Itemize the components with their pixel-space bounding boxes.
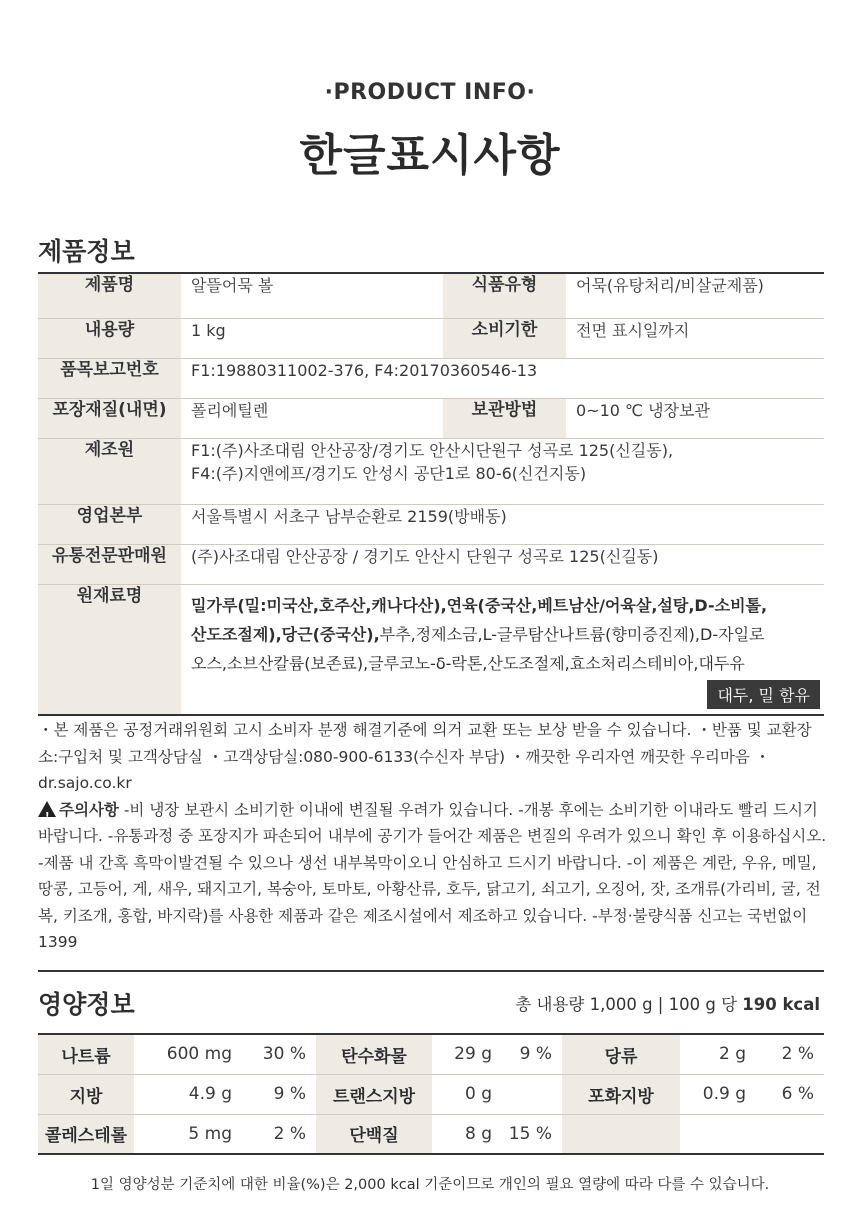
- nutrition-footnote: 1일 영양성분 기준치에 대한 비율(%)은 2,000 kcal 기준이므로 개인의 필요 열량에 따라 다를 수 있습니다.: [90, 1177, 770, 1193]
- product-info-table: [38, 272, 824, 716]
- product-section-title: 제품정보: [38, 237, 135, 266]
- label-ingredients: 원재료명: [38, 584, 181, 715]
- table-row: [38, 544, 824, 584]
- label-manufacturer: 제조원: [38, 438, 181, 504]
- value-packaging: 폴리에틸렌: [181, 398, 443, 438]
- value-report-number: F1:19880311002-376, F4:20170360546-13: [181, 358, 824, 398]
- value-manufacturer: [181, 438, 824, 504]
- label-product-name: 제품명: [38, 273, 181, 318]
- nutrient-percent: 15 %: [500, 1114, 562, 1154]
- table-row: [38, 1074, 824, 1114]
- warning-icon: !: [38, 801, 56, 817]
- table-row: [38, 1034, 824, 1074]
- section-divider: [38, 970, 824, 972]
- nutrient-value: 600 mg: [134, 1034, 240, 1074]
- nutrient-name: 트랜스지방: [316, 1074, 432, 1114]
- value-storage: 0~10 ℃ 냉장보관: [566, 398, 824, 438]
- nutrition-header: [38, 985, 824, 1021]
- ingredients-line-3: 오스,소브산칼륨(보존료),글루코노-δ-락톤,산도조절제,효소처리스테비아,대두유: [191, 653, 745, 673]
- table-row: [38, 504, 824, 544]
- nutrient-value: 5 mg: [134, 1114, 240, 1154]
- value-expiry: 전면 표시일까지: [566, 318, 824, 358]
- value-distributor: (주)사조대림 안산공장 / 경기도 안산시 단원구 성곡로 125(신길동): [181, 544, 824, 584]
- table-row: [38, 318, 824, 358]
- table-row: [38, 584, 824, 715]
- label-food-type: 식품유형: [443, 273, 566, 318]
- value-sales-hq: 서울특별시 서초구 남부순환로 2159(방배동): [181, 504, 824, 544]
- nutrient-value: 0.9 g: [680, 1074, 754, 1114]
- nutrient-percent: 30 %: [240, 1034, 316, 1074]
- nutrient-name-empty: [562, 1114, 680, 1154]
- notice-block: [38, 717, 828, 956]
- nutrient-value: 29 g: [432, 1034, 500, 1074]
- value-net-weight: 1 kg: [181, 318, 443, 358]
- nutrition-total-prefix: 총 내용량 1,000 g | 100 g 당: [515, 995, 738, 1014]
- nutrient-name: 콜레스테롤: [38, 1114, 134, 1154]
- nutrient-name: 단백질: [316, 1114, 432, 1154]
- ingredients-line-1: 밀가루(밀:미국산,호주산,캐나다산),연육(중국산,베트남산/어육살,설탕,D-소비톨,: [191, 595, 768, 615]
- manufacturer-line-2: F4:(주)지앤에프/경기도 안성시 공단1로 80-6(신건지동): [191, 463, 587, 483]
- eyebrow: ·PRODUCT INFO·: [324, 80, 536, 105]
- nutrient-name: 나트륨: [38, 1034, 134, 1074]
- eyebrow-text: PRODUCT INFO: [333, 80, 527, 105]
- manufacturer-line-1: F1:(주)사조대림 안산공장/경기도 안산시단원구 성곡로 125(신길동),: [191, 440, 674, 460]
- label-distributor: 유통전문판매원: [38, 544, 181, 584]
- nutrient-percent: 9 %: [500, 1034, 562, 1074]
- table-row: [38, 273, 824, 318]
- ingredients-line-2a: 산도조절제),당근(중국산),: [191, 624, 380, 644]
- label-packaging: 포장재질(내면): [38, 398, 181, 438]
- nutrient-value: 0 g: [432, 1074, 500, 1114]
- ingredients-line-2: [191, 620, 820, 649]
- page-title: 한글표시사항: [299, 130, 561, 181]
- allergen-badge: 대두, 밀 함유: [707, 680, 820, 709]
- nutrient-value: 4.9 g: [134, 1074, 240, 1114]
- table-row: [38, 438, 824, 504]
- table-row: [38, 358, 824, 398]
- value-ingredients: [181, 584, 824, 715]
- label-sales-hq: 영업본부: [38, 504, 181, 544]
- notice-exchange: ・본 제품은 공정거래위원회 고시 소비자 분쟁 해결기준에 의거 교환 또는 보상 받을 수 있습니다. ・반품 및 교환장소:구입처 및 고객상담실 ・고객상담실:080-900-6133(수신자 부담) ・깨끗한 우리자연 깨끗한 우리마음 ・dr.sajo.co.kr: [38, 721, 812, 792]
- label-report-number: 품목보고번호: [38, 358, 181, 398]
- table-row: [38, 398, 824, 438]
- nutrition-total: [515, 991, 820, 1015]
- label-storage: 보관방법: [443, 398, 566, 438]
- nutrient-percent: 6 %: [754, 1074, 824, 1114]
- nutrient-percent: 2 %: [240, 1114, 316, 1154]
- nutrient-name: 포화지방: [562, 1074, 680, 1114]
- table-row: [38, 1114, 824, 1154]
- ingredients-line-2b: 부추,정제소금,L-글루탐산나트륨(향미증진제),D-자일로: [379, 624, 765, 644]
- nutrition-table: [38, 1033, 824, 1155]
- caution-text: -비 냉장 보관시 소비기한 이내에 변질될 우려가 있습니다. -개봉 후에는 소비기한 이내라도 빨리 드시기 바랍니다. -유통과정 중 포장지가 파손되어 내부에 공기가 들어간 제품은 변질의 우려가 있으니 확인 후 이용하십시오. -제품 내 간혹 흑막이발견될 수 있으나 생선 내부복막이오니 안심하고 드시기 바랍니다. -이 제품은 계란, 우유, 메밀, 땅콩, 고등어, 게, 새우, 돼지고기, 복숭아, 토마토, 아황산류, 호두, 닭고기, 쇠고기, 오징어, 잣, 조개류(가리비, 굴, 전복, 키조개, 홍합, 바지락)를 사용한 제품과 같은 제조시설에서 제조하고 있습니다. -부정·불량식품 신고는 국번없이 1399: [38, 800, 827, 951]
- label-expiry: 소비기한: [443, 318, 566, 358]
- notice-caution: [38, 797, 828, 956]
- nutrient-percent: 9 %: [240, 1074, 316, 1114]
- caution-label: 주의사항: [59, 800, 119, 819]
- value-product-name: 알뜰어묵 볼: [181, 273, 443, 318]
- value-food-type: 어묵(유탕처리/비살균제품): [566, 273, 824, 318]
- nutrition-total-kcal: 190 kcal: [742, 995, 820, 1014]
- nutrient-value-empty: [680, 1114, 754, 1154]
- nutrient-percent: 2 %: [754, 1034, 824, 1074]
- nutrient-name: 지방: [38, 1074, 134, 1114]
- nutrient-percent: [500, 1074, 562, 1114]
- nutrient-value: 2 g: [680, 1034, 754, 1074]
- nutrient-value: 8 g: [432, 1114, 500, 1154]
- page-header: [0, 80, 860, 183]
- nutrient-name: 당류: [562, 1034, 680, 1074]
- nutrient-name: 탄수화물: [316, 1034, 432, 1074]
- nutrient-percent-empty: [754, 1114, 824, 1154]
- label-net-weight: 내용량: [38, 318, 181, 358]
- nutrition-section-title: 영양정보: [38, 990, 135, 1019]
